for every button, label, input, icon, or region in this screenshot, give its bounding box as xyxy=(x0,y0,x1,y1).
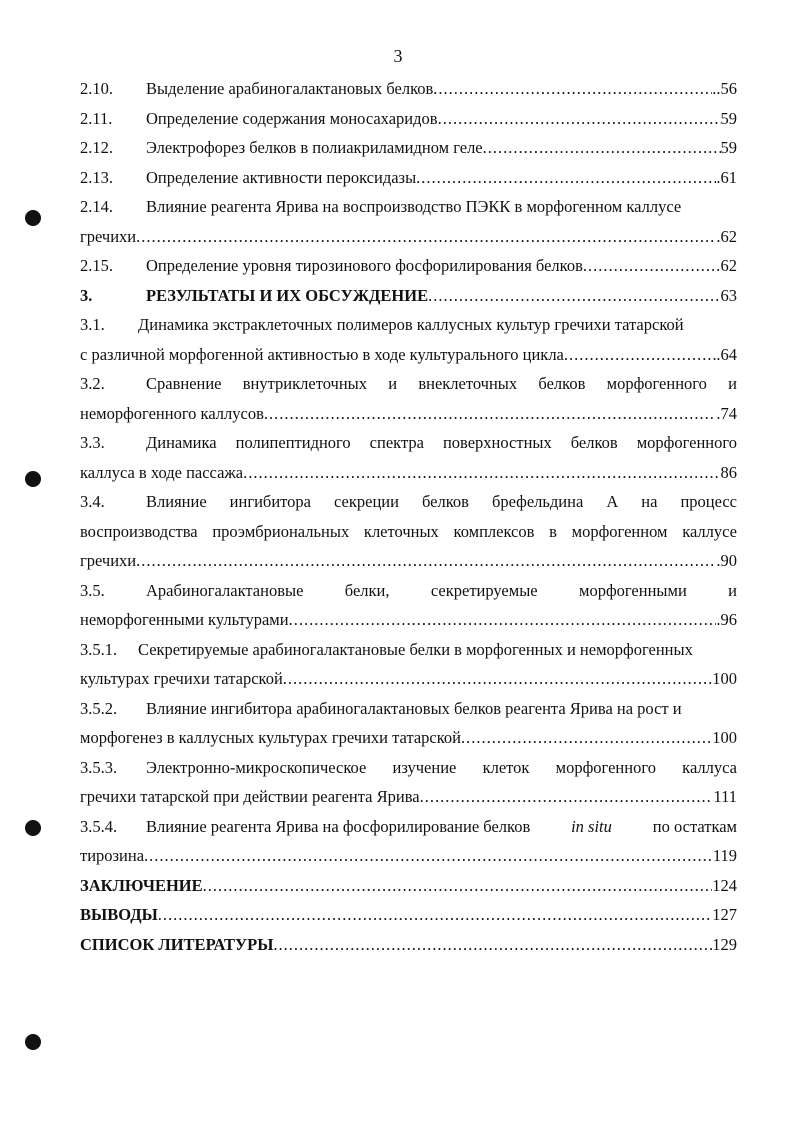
toc-entry-2-13 xyxy=(80,163,737,193)
toc-entry-3-3-cont xyxy=(80,458,737,488)
entry-number: 3.2. xyxy=(80,374,105,393)
entry-title: Электронно-микроскопическое изучение клеток морфогенного каллуса xyxy=(146,757,737,777)
entry-title: ЗАКЛЮЧЕНИЕ xyxy=(80,875,203,895)
page-number: 3 xyxy=(393,46,403,66)
entry-title-cont: морфогенез в каллусных культурах гречихи татарской xyxy=(80,728,462,747)
entry-title-cont: неморфогенного каллусов xyxy=(80,403,264,423)
entry-page: 127 xyxy=(712,905,737,924)
dot-leader xyxy=(289,605,717,635)
toc-entry-2-14 xyxy=(80,192,737,222)
entry-number: 3.5. xyxy=(80,580,105,600)
toc-entry-3-4-cont2 xyxy=(80,546,737,576)
toc-entry-2-11 xyxy=(80,104,737,134)
entry-title: Выделение арабиногалактановых белков xyxy=(146,79,434,98)
dot-leader xyxy=(438,104,721,134)
entry-number: 2.13. xyxy=(80,167,113,187)
dot-leader xyxy=(136,546,716,576)
entry-page: .90 xyxy=(716,551,737,570)
entry-number: 2.12. xyxy=(80,138,113,157)
dot-leader xyxy=(428,281,720,311)
entry-page: 86 xyxy=(720,462,737,482)
entry-title xyxy=(146,812,737,842)
entry-number: 3.5.2. xyxy=(80,698,118,718)
entry-number: 3.3. xyxy=(80,433,105,452)
entry-number: 3.5.3. xyxy=(80,757,118,777)
entry-number: 3. xyxy=(80,285,93,305)
dot-leader xyxy=(433,74,712,104)
entry-title-cont: каллуса в ходе пассажа xyxy=(80,462,244,482)
toc-entry-3-4-cont xyxy=(80,517,737,547)
entry-title: СПИСОК ЛИТЕРАТУРЫ xyxy=(80,934,274,954)
entry-title-cont: воспроизводства проэмбриональных клеточных комплексов в морфогенном каллусе xyxy=(80,521,737,541)
toc-entry-3-5-3 xyxy=(80,753,737,783)
dot-leader xyxy=(461,723,712,753)
toc-entry-3-5-1-cont xyxy=(80,664,737,694)
entry-title-part: Влияние реагента Ярива на фосфорилирование белков xyxy=(146,816,531,836)
toc-entry-2-12 xyxy=(80,133,737,163)
entry-page: .64 xyxy=(716,344,737,364)
toc-entry-3-1 xyxy=(80,310,737,340)
toc-entry-3-3 xyxy=(80,428,737,458)
entry-title: Определение уровня тирозинового фосфорилирования белков xyxy=(146,256,583,275)
punch-hole-1 xyxy=(25,210,41,226)
entry-title-cont: неморфогенными культурами xyxy=(80,610,289,629)
entry-page: 100 xyxy=(712,669,737,688)
entry-number: 3.5.4. xyxy=(80,816,118,836)
entry-title: Сравнение внутриклеточных и внеклеточных белков морфогенного и xyxy=(146,374,737,393)
table-of-contents xyxy=(80,74,737,959)
punch-hole-3 xyxy=(25,820,41,836)
dot-leader xyxy=(416,163,716,193)
entry-page: 59 xyxy=(720,138,737,157)
dot-leader xyxy=(420,782,714,812)
entry-title: Определение содержания моносахаридов xyxy=(146,108,438,128)
dot-leader xyxy=(483,133,721,163)
entry-title-cont: с различной морфогенной активностью в ходе культурального цикла xyxy=(80,344,564,364)
entry-number: 2.14. xyxy=(80,197,113,216)
entry-number: 2.11. xyxy=(80,108,113,128)
entry-page: 63 xyxy=(720,285,737,305)
dot-leader xyxy=(144,841,713,871)
dot-leader xyxy=(264,399,717,429)
entry-page: ..56 xyxy=(712,79,737,98)
entry-title: Секретируемые арабиногалактановые белки в морфогенных и неморфогенных xyxy=(138,639,693,659)
entry-title: Динамика экстраклеточных полимеров каллусных культур гречихи татарской xyxy=(138,315,684,334)
dot-leader xyxy=(583,251,721,281)
toc-entry-3-5-3-cont xyxy=(80,782,737,812)
dot-leader xyxy=(243,458,720,488)
toc-entry-2-14-cont xyxy=(80,222,737,252)
entry-page: .62 xyxy=(716,226,737,246)
entry-title: Электрофорез белков в полиакриламидном геле xyxy=(146,138,483,157)
punch-hole-4 xyxy=(25,1034,41,1050)
entry-title: Влияние ингибитора секреции белков брефельдина А на процесс xyxy=(146,492,737,511)
entry-page: 129 xyxy=(712,934,737,954)
entry-number: 2.10. xyxy=(80,79,113,98)
entry-number: 3.1. xyxy=(80,315,105,334)
toc-entry-3-5-2-cont xyxy=(80,723,737,753)
entry-page: 100 xyxy=(712,728,737,747)
toc-entry-3-5-cont xyxy=(80,605,737,635)
entry-page: 111 xyxy=(713,787,737,806)
entry-number: 3.5.1. xyxy=(80,639,118,659)
toc-entry-3-5-2 xyxy=(80,694,737,724)
entry-title-cont: гречихи xyxy=(80,551,137,570)
dot-leader xyxy=(283,664,712,694)
dot-leader xyxy=(203,871,713,901)
entry-title-cont: тирозина xyxy=(80,846,145,865)
dot-leader xyxy=(273,930,712,960)
toc-entry-findings xyxy=(80,900,737,930)
toc-entry-3-5-4-cont xyxy=(80,841,737,871)
dot-leader xyxy=(158,900,712,930)
entry-title: ВЫВОДЫ xyxy=(80,905,158,924)
entry-title: Динамика полипептидного спектра поверхностных белков морфогенного xyxy=(146,433,737,452)
dot-leader xyxy=(136,222,716,252)
entry-title: Влияние ингибитора арабиногалактановых белков реагента Ярива на рост и xyxy=(146,698,682,718)
toc-entry-2-15 xyxy=(80,251,737,281)
entry-page: 59 xyxy=(720,108,737,128)
entry-title: Арабиногалактановые белки, секретируемые морфогенными и xyxy=(146,580,737,600)
entry-page: .74 xyxy=(716,403,737,423)
toc-entry-3-2-cont xyxy=(80,399,737,429)
punch-hole-2 xyxy=(25,471,41,487)
toc-entry-3-5-1 xyxy=(80,635,737,665)
toc-entry-references xyxy=(80,930,737,960)
entry-title: РЕЗУЛЬТАТЫ И ИХ ОБСУЖДЕНИЕ xyxy=(146,285,429,305)
entry-page: .61 xyxy=(716,167,737,187)
toc-entry-3 xyxy=(80,281,737,311)
entry-number: 3.4. xyxy=(80,492,105,511)
toc-entry-conclusion xyxy=(80,871,737,901)
entry-title: Влияние реагента Ярива на воспроизводство ПЭКК в морфогенном каллусе xyxy=(146,197,682,216)
entry-title-cont: гречихи татарской при действии реагента Ярива xyxy=(80,787,420,806)
entry-page: 119 xyxy=(712,846,737,865)
toc-entry-3-2 xyxy=(80,369,737,399)
entry-page: .96 xyxy=(716,610,737,629)
toc-entry-3-4 xyxy=(80,487,737,517)
entry-title: Определение активности пероксидазы xyxy=(146,167,417,187)
dot-leader xyxy=(564,340,717,370)
entry-page: 124 xyxy=(712,875,737,895)
entry-title-part: по остаткам xyxy=(652,816,737,836)
entry-page: 62 xyxy=(720,256,737,275)
toc-entry-2-10 xyxy=(80,74,737,104)
entry-title-cont: гречихи xyxy=(80,226,137,246)
toc-entry-3-5 xyxy=(80,576,737,606)
entry-number: 2.15. xyxy=(80,256,113,275)
entry-title-italic: in situ xyxy=(571,816,612,836)
entry-title-cont: культурах гречихи татарской xyxy=(80,669,283,688)
toc-entry-3-5-4 xyxy=(80,812,737,842)
toc-entry-3-1-cont xyxy=(80,340,737,370)
